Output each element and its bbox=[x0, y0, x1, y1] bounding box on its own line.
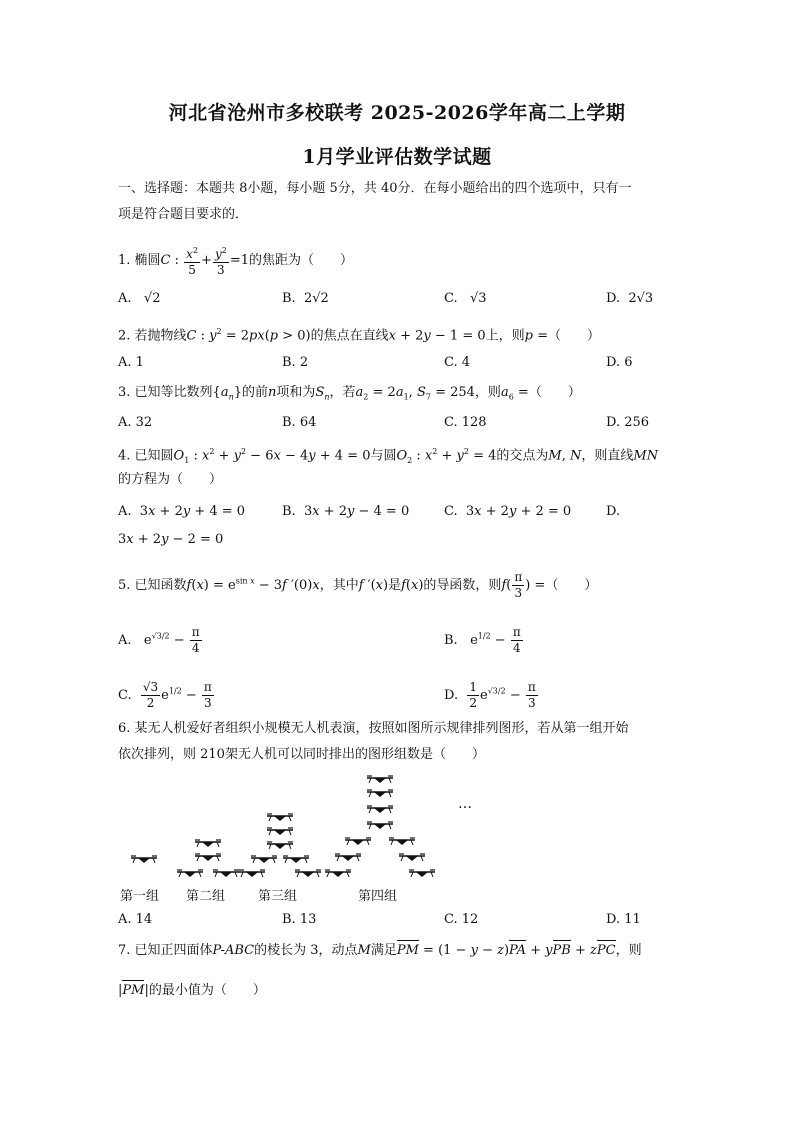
drone-icon bbox=[409, 870, 435, 877]
q5-option-b[interactable]: B. $e^{1/2}$ − $\frac{\pi}{4}$ bbox=[444, 625, 521, 655]
question-6-line2: 依次排列，则 210架无人机可以同时排出的图形组数是（ ） bbox=[118, 747, 485, 762]
drone-icon bbox=[195, 854, 221, 861]
q4-option-b[interactable]: B. 3x + 2y − 4 = 0 bbox=[282, 504, 410, 519]
q1-option-b[interactable]: B. 2√2 bbox=[282, 291, 329, 306]
q3-option-b[interactable]: B. 64 bbox=[282, 415, 317, 430]
q5-option-a[interactable]: A. $e^{√3/2}$ − $\frac{\pi}{4}$ bbox=[118, 625, 200, 655]
q1-option-a[interactable]: A. √2 bbox=[118, 291, 161, 306]
question-2: 2. 若抛物线C : $y^2 = 2px(p > 0)$的焦点在直线x + 2y − 1 = 0上，则p =（ ） bbox=[118, 327, 601, 344]
drone-icon bbox=[367, 790, 393, 797]
group-label-3: 第三组 bbox=[258, 889, 298, 904]
drone-icon bbox=[177, 870, 203, 877]
question-7-line2: |PM|的最小值为（ ） bbox=[118, 983, 266, 998]
section-instructions-line2: 项是符合题目要求的． bbox=[118, 207, 249, 222]
q5-option-c[interactable]: C. $\frac{√3}{2}$ $e^{1/2}$ − $\frac{\pi}{3}$ bbox=[118, 680, 212, 710]
drone-icon bbox=[195, 840, 221, 847]
q6-option-b[interactable]: B. 13 bbox=[282, 912, 317, 927]
q1-prefix: 1. 椭圆 bbox=[118, 253, 161, 268]
q3-option-c[interactable]: C. 128 bbox=[444, 415, 487, 430]
q2-option-a[interactable]: A. 1 bbox=[118, 355, 144, 370]
q2-option-b[interactable]: B. 2 bbox=[282, 355, 309, 370]
drone-icon bbox=[239, 870, 265, 877]
question-6-line1: 6. 某无人机爱好者组织小规模无人机表演，按照如图所示规律排列图形，若从第一组开始 bbox=[118, 721, 629, 736]
q2-option-d[interactable]: D. 6 bbox=[606, 355, 633, 370]
question-1: 1. 椭圆C : $\frac{x^2}{5}$ + $\frac{y^2}{3}$ =1的焦距为（ ） bbox=[118, 243, 353, 278]
q1-option-c[interactable]: C. √3 bbox=[444, 291, 487, 306]
drone-icon bbox=[367, 776, 393, 783]
question-7-line1: 7. 已知正四面体P-ABC的棱长为 3，动点M满足PM = (1 − y − z)PA + yPB + zPC，则 bbox=[118, 943, 642, 958]
exam-title-line1: 河北省沧州市多校联考 2025-2026学年高二上学期 bbox=[168, 102, 626, 124]
question-3: 3. 已知等比数列$\{a_n\}$的前n项和为$S_n$，若$a_2 = 2a_1$, $S_7 = 254$，则$a_6$ =（ ） bbox=[118, 385, 581, 402]
drone-icon bbox=[325, 870, 351, 877]
drone-icon bbox=[213, 870, 239, 877]
q5-option-d[interactable]: D. $\frac{1}{2}$ $e^{√3/2}$ − $\frac{\pi}{3}$ bbox=[444, 680, 536, 710]
exam-title-line2: 1月学业评估数学试题 bbox=[302, 146, 492, 168]
drone-icon bbox=[367, 806, 393, 813]
drone-icon bbox=[267, 828, 293, 835]
q2-option-c[interactable]: C. 4 bbox=[444, 355, 471, 370]
drone-icon bbox=[367, 822, 393, 829]
drone-icon bbox=[267, 842, 293, 849]
drone-icon bbox=[267, 814, 293, 821]
section-instructions-line1: 一、选择题：本题共 8小题，每小题 5分，共 40分．在每小题给出的四个选项中，只有一 bbox=[118, 181, 632, 196]
q4-option-c[interactable]: C. 3x + 2y + 2 = 0 bbox=[444, 504, 572, 519]
q1-frac-x: $\frac{x^2}{5}$ bbox=[184, 243, 200, 278]
drone-icon bbox=[399, 854, 425, 861]
question-4-line1: 4. 已知圆$O_1$ : $x^2 + y^2 - 6x - 4y + 4 = 0$与圆$O_2$ : $x^2 + y^2 = 4$的交点为M, N，则直线MN bbox=[118, 447, 659, 465]
q6-option-c[interactable]: C. 12 bbox=[444, 912, 479, 927]
drone-icon bbox=[345, 838, 371, 845]
drone-icon bbox=[131, 856, 157, 863]
q3-option-d[interactable]: D. 256 bbox=[606, 415, 650, 430]
q6-option-d[interactable]: D. 11 bbox=[606, 912, 641, 927]
q3-option-a[interactable]: A. 32 bbox=[118, 415, 153, 430]
drone-icon bbox=[251, 856, 277, 863]
q1-frac-y: $\frac{y^2}{3}$ bbox=[213, 243, 229, 278]
figure-ellipsis: … bbox=[458, 796, 472, 812]
drone-icon bbox=[283, 856, 309, 863]
q4-option-a[interactable]: A. 3x + 2y + 4 = 0 bbox=[118, 504, 246, 519]
question-4-line2: 的方程为（ ） bbox=[118, 472, 223, 487]
q6-option-a[interactable]: A. 14 bbox=[118, 912, 153, 927]
drone-icon bbox=[295, 870, 321, 877]
drone-icon bbox=[389, 838, 415, 845]
q4-option-d[interactable]: 3x + 2y − 2 = 0 bbox=[118, 532, 224, 547]
group-label-2: 第二组 bbox=[186, 889, 226, 904]
q1-suffix: 的焦距为（ ） bbox=[248, 253, 353, 268]
q1-option-d[interactable]: D. 2√3 bbox=[606, 291, 654, 306]
group-label-4: 第四组 bbox=[358, 889, 398, 904]
group-label-1: 第一组 bbox=[120, 889, 160, 904]
question-5: 5. 已知函数$f(x) = e^{sin x} - 3f$ ′(0)x，其中f ′(x)是f(x)的导函数，则f( $\frac{\pi}{3}$ ) =（ ） bbox=[118, 570, 598, 600]
drone-icon bbox=[335, 854, 361, 861]
q4-option-d-label[interactable]: D. bbox=[606, 504, 621, 519]
